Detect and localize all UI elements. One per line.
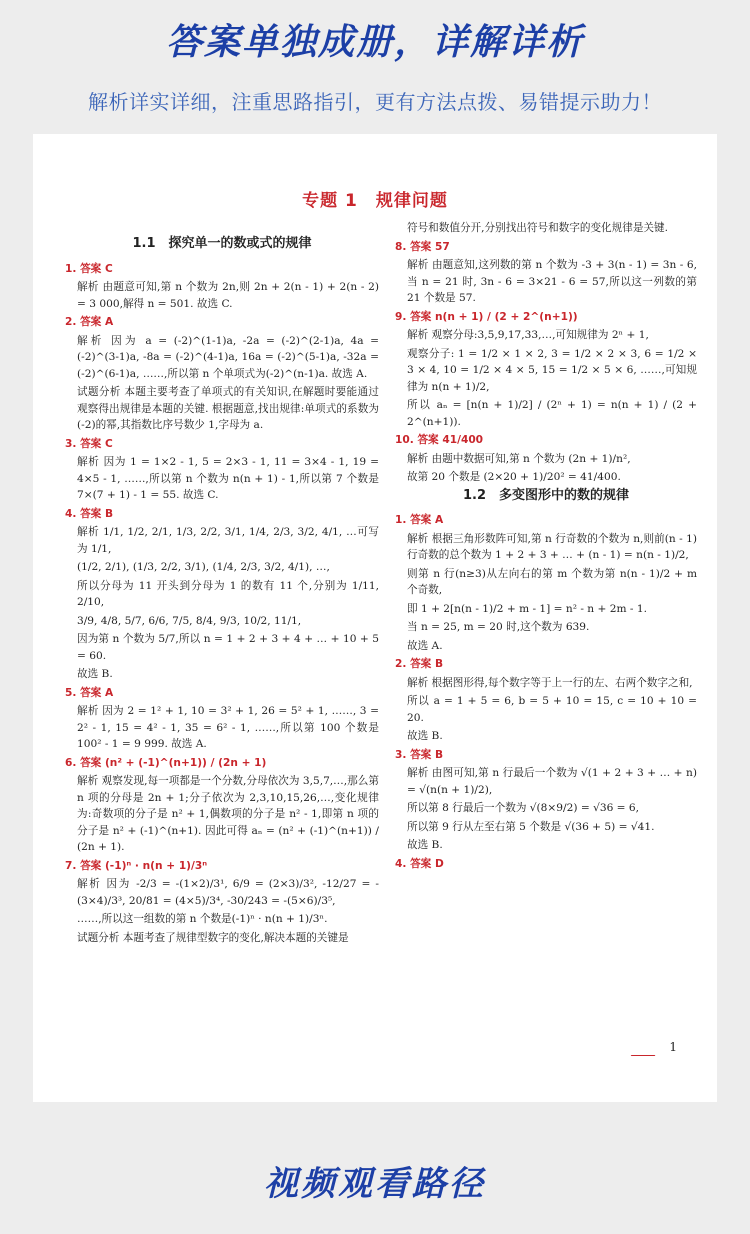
solution-text: 解析 根据图形得,每个数字等于上一行的左、右两个数字之和, bbox=[407, 676, 693, 689]
solution-text: 所以分母为 11 开头到分母为 1 的数有 11 个,分别为 1/11, 2/10, bbox=[77, 579, 379, 608]
solution-text: 所以第 9 行从左至右第 5 个数是 √(36 + 5) = √41. bbox=[407, 820, 655, 833]
solution-text: 解析 由题意知,这列数的第 n 个数为 -3 + 3(n - 1) = 3n - 6,当 n = 21 时, 3n - 6 = 3×21 - 6 = 57,所以这一列数的第 21 个数是 57. bbox=[407, 259, 697, 304]
solution-text: 解析 因为 a = (-2)^(1-1)a, -2a = (-2)^(2-1)a, 4a = (-2)^(3-1)a, -8a = (-2)^(4-1)a, 16a = (-2)^(5-1)a, -32a = (-2)^(6-1)a, ……,所以第 n 个单项式为(-2)^(n-1)a. 故选 A. bbox=[77, 334, 379, 380]
solution-text: 则第 n 行(n≥3)从左向右的第 m 个数为第 n(n - 1)/2 + m 个奇数, bbox=[407, 567, 697, 596]
solution-text: 故选 B. bbox=[407, 730, 443, 742]
answer-label: 3. 答案 C bbox=[65, 437, 113, 450]
answer-label: 1. 答案 A bbox=[395, 514, 444, 526]
solution-text: 解析 由题中数据可知,第 n 个数为 (2n + 1)/n², bbox=[407, 452, 631, 465]
analysis-text: 符号和数值分开,分别找出符号和数字的变化规律是关键. bbox=[407, 222, 668, 234]
answer-label: 4. 答案 D bbox=[395, 857, 444, 870]
solution-text: 解析 由图可知,第 n 行最后一个数为 √(1 + 2 + 3 + … + n) = √(n(n + 1)/2), bbox=[407, 767, 697, 796]
solution-text: 3/9, 4/8, 5/7, 6/6, 7/5, 8/4, 9/3, 10/2, 11/1, bbox=[77, 614, 302, 627]
solution-text: 解析 根据三角形数阵可知,第 n 行奇数的个数为 n,则前(n - 1)行奇数的总个数为 1 + 2 + 3 + … + (n - 1) = n(n - 1)/2, bbox=[407, 532, 697, 561]
banner-title: 答案单独成册，详解详析 bbox=[165, 22, 584, 63]
page-number: 1 bbox=[669, 1040, 677, 1054]
solution-text: 所以 a = 1 + 5 = 6, b = 5 + 10 = 15, c = 10 + 10 = 20. bbox=[407, 695, 697, 724]
solution-text: 故选 B. bbox=[77, 668, 113, 680]
answer-label: 2. 答案 A bbox=[65, 316, 114, 328]
answer-label: 7. 答案 (-1)ⁿ · n(n + 1)/3ⁿ bbox=[65, 859, 208, 872]
solution-text: (1/2, 2/1), (1/3, 2/2, 3/1), (1/4, 2/3, 3/2, 4/1), …, bbox=[77, 561, 330, 573]
answer-label: 5. 答案 A bbox=[65, 686, 114, 699]
section-heading: 1.1 探究单一的数或式的规律 bbox=[132, 236, 312, 251]
analysis-text: 试题分析 本题主要考查了单项式的有关知识,在解题时要能通过观察得出规律是本题的关键. 根据题意,找出规律:单项式的系数为(-2)的幂,其指数比序号数少 1,字母为 a. bbox=[77, 386, 379, 431]
answer-label: 4. 答案 B bbox=[65, 507, 114, 520]
solution-text: 故选 B. bbox=[407, 839, 443, 851]
page-title: 专题 1 规律问题 bbox=[302, 191, 448, 211]
solution-text: 所以 aₙ = [n(n + 1)/2] / (2ⁿ + 1) = n(n + 1) / (2 + 2^(n+1)). bbox=[407, 399, 697, 428]
solution-text: 所以第 8 行最后一个数为 √(8×9/2) = √36 = 6, bbox=[407, 802, 640, 814]
answer-label: 1. 答案 C bbox=[65, 262, 113, 275]
answer-label: 6. 答案 (n² + (-1)^(n+1)) / (2n + 1) bbox=[65, 756, 267, 769]
solution-text: 当 n = 25, m = 20 时,这个数为 639. bbox=[407, 621, 590, 633]
answer-label: 3. 答案 B bbox=[395, 748, 444, 761]
solution-text: 解析 1/1, 1/2, 2/1, 1/3, 2/2, 3/1, 1/4, 2/3, 3/2, 4/1, …可写为 1/1, bbox=[77, 526, 379, 555]
solution-text: 解析 由题意可知,第 n 个数为 2n,则 2n + 2(n - 1) + 2(n - 2) = 3 000,解得 n = 501. 故选 C. bbox=[77, 281, 379, 310]
solution-text: 故选 A. bbox=[407, 639, 443, 652]
solution-text: 观察分子: 1 = 1/2 × 1 × 2, 3 = 1/2 × 2 × 3, 6 = 1/2 × 3 × 4, 10 = 1/2 × 4 × 5, 15 = 1/2 × 5 × 6, ……,可知规律为 n(n + 1)/2, bbox=[407, 347, 697, 393]
solution-text: 解析 因为 2 = 1² + 1, 10 = 3² + 1, 26 = 5² + 1, ……, 3 = 2² - 1, 15 = 4² - 1, 35 = 6² - 1, ……,所以第 100 个数是 100² - 1 = 9 999. 故选 A. bbox=[77, 705, 379, 750]
answer-label: 10. 答案 41/400 bbox=[395, 434, 484, 446]
solution-text: 因为第 n 个数为 5/7,所以 n = 1 + 2 + 3 + 4 + … + 10 + 5 = 60. bbox=[77, 633, 379, 662]
answer-page bbox=[33, 134, 717, 1102]
solution-text: 即 1 + 2[n(n - 1)/2 + m - 1] = n² - n + 2m - 1. bbox=[407, 602, 647, 615]
solution-text: 故第 20 个数是 (2×20 + 1)/20² = 41/400. bbox=[407, 471, 621, 483]
analysis-text: 试题分析 本题考查了规律型数字的变化,解决本题的关键是 bbox=[77, 931, 349, 944]
section-heading: 1.2 多变图形中的数的规律 bbox=[462, 487, 630, 503]
solution-text: ……,所以这一组数的第 n 个数是(-1)ⁿ · n(n + 1)/3ⁿ. bbox=[77, 913, 328, 925]
video-path-banner: 视频观看路径 bbox=[264, 1164, 486, 1204]
solution-text: 解析 观察发现,每一项都是一个分数,分母依次为 3,5,7,…,那么第 n 项的分母是 2n + 1;分子依次为 2,3,10,15,26,…,变化规律为:奇数项的分子是 n² + 1,偶数项的分子是 n² - 1,即第 n 项的分子是 n² + (-1)^(n+1). 因此可得 aₙ = (n² + (-1)^(n+1)) / (2n + 1). bbox=[77, 775, 379, 853]
solution-text: 解析 因为 -2/3 = -(1×2)/3¹, 6/9 = (2×3)/3², -12/27 = -(3×4)/3³, 20/81 = (4×5)/3⁴, -30/243 = -(5×6)/3⁵, bbox=[77, 878, 379, 907]
answer-label: 8. 答案 57 bbox=[395, 240, 450, 253]
solution-text: 解析 观察分母:3,5,9,17,33,…,可知规律为 2ⁿ + 1, bbox=[407, 329, 649, 341]
right-column bbox=[395, 220, 697, 1042]
solution-text: 解析 因为 1 = 1×2 - 1, 5 = 2×3 - 1, 11 = 3×4 - 1, 19 = 4×5 - 1, ……,所以第 n 个数为 n(n + 1) - 1,所以第 7 个数是 7×(7 + 1) - 1 = 55. 故选 C. bbox=[77, 456, 379, 501]
banner-subtitle: 解析详实详细，注重思路指引，更有方法点拨、易错提示助力！ bbox=[88, 90, 662, 114]
answer-label: 2. 答案 B bbox=[395, 658, 444, 670]
left-column bbox=[65, 234, 379, 1042]
answer-label: 9. 答案 n(n + 1) / (2 + 2^(n+1)) bbox=[395, 310, 578, 323]
